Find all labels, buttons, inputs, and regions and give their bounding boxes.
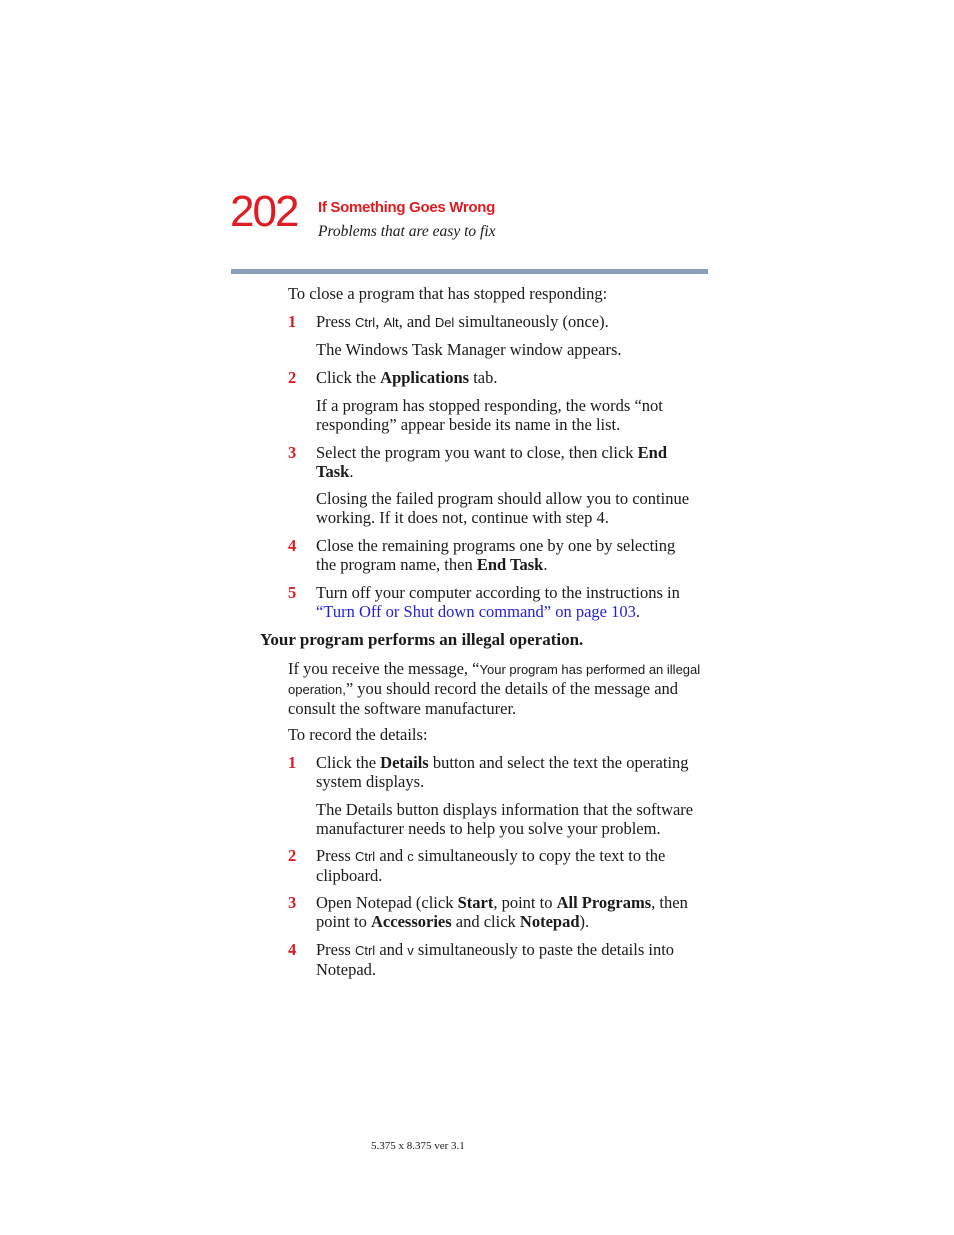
record-paragraph: To record the details: (288, 725, 428, 744)
step-text: Turn off your computer according to the instructions in “Turn Off or Shut down command” on page 103. (316, 583, 680, 621)
step-number: 2 (288, 368, 297, 387)
key-v: v (407, 943, 414, 958)
section-title: Problems that are easy to fix (318, 223, 496, 240)
cross-reference-link[interactable]: “Turn Off or Shut down command” on page 103 (316, 602, 636, 621)
step-text: Click the Applications tab. (316, 368, 498, 387)
step-number: 5 (288, 583, 297, 602)
intro-paragraph: If you receive the message, “Your program has performed an illegal operation,” you should record the details of the message and consult the software manufacturer. (288, 659, 701, 718)
step-text: Close the remaining programs one by one by selecting the program name, then End Task. (316, 536, 676, 574)
step-number: 3 (288, 893, 297, 912)
key-ctrl: Ctrl (354, 849, 376, 864)
step-number: 1 (288, 753, 297, 772)
step-number: 3 (288, 443, 297, 462)
step-text: Press Ctrl and c simultaneously to copy the text to the clipboard. (316, 846, 666, 885)
key-del: Del (434, 315, 455, 330)
step-text: Click the Details button and select the text the operating system displays. (316, 753, 689, 791)
key-ctrl: Ctrl (354, 943, 376, 958)
key-c: c (407, 849, 414, 864)
error-message: Your program has performed an illegal operation, (288, 662, 701, 697)
intro-paragraph: To close a program that has stopped responding: (288, 284, 608, 303)
step-note: The Details button displays information that the software manufacturer needs to help you solve your problem. (316, 800, 694, 838)
step-note: The Windows Task Manager window appears. (316, 340, 622, 359)
subsection-heading: Your program performs an illegal operation. (260, 630, 584, 649)
step-text: Select the program you want to close, then click End Task. (316, 443, 668, 481)
step-number: 2 (288, 846, 297, 865)
step-number: 1 (288, 312, 297, 331)
header-divider (231, 269, 708, 274)
step-text: Press Ctrl and v simultaneously to paste the details into Notepad. (316, 940, 675, 979)
step-text: Open Notepad (click Start, point to All Programs, then point to Accessories and click Notepad). (316, 893, 688, 931)
key-ctrl: Ctrl (354, 315, 376, 330)
chapter-title: If Something Goes Wrong (318, 199, 495, 216)
page-number: 202 (230, 187, 298, 236)
step-note: If a program has stopped responding, the words “not responding” appear beside its name in the list. (316, 396, 663, 434)
step-number: 4 (288, 536, 297, 555)
step-note: Closing the failed program should allow you to continue working. If it does not, continue with step 4. (316, 489, 690, 527)
page-footer: 5.375 x 8.375 ver 3.1 (371, 1140, 465, 1152)
key-alt: Alt (383, 315, 399, 330)
step-text: Press Ctrl, Alt, and Del simultaneously (once). (316, 312, 609, 331)
step-number: 4 (288, 940, 297, 959)
